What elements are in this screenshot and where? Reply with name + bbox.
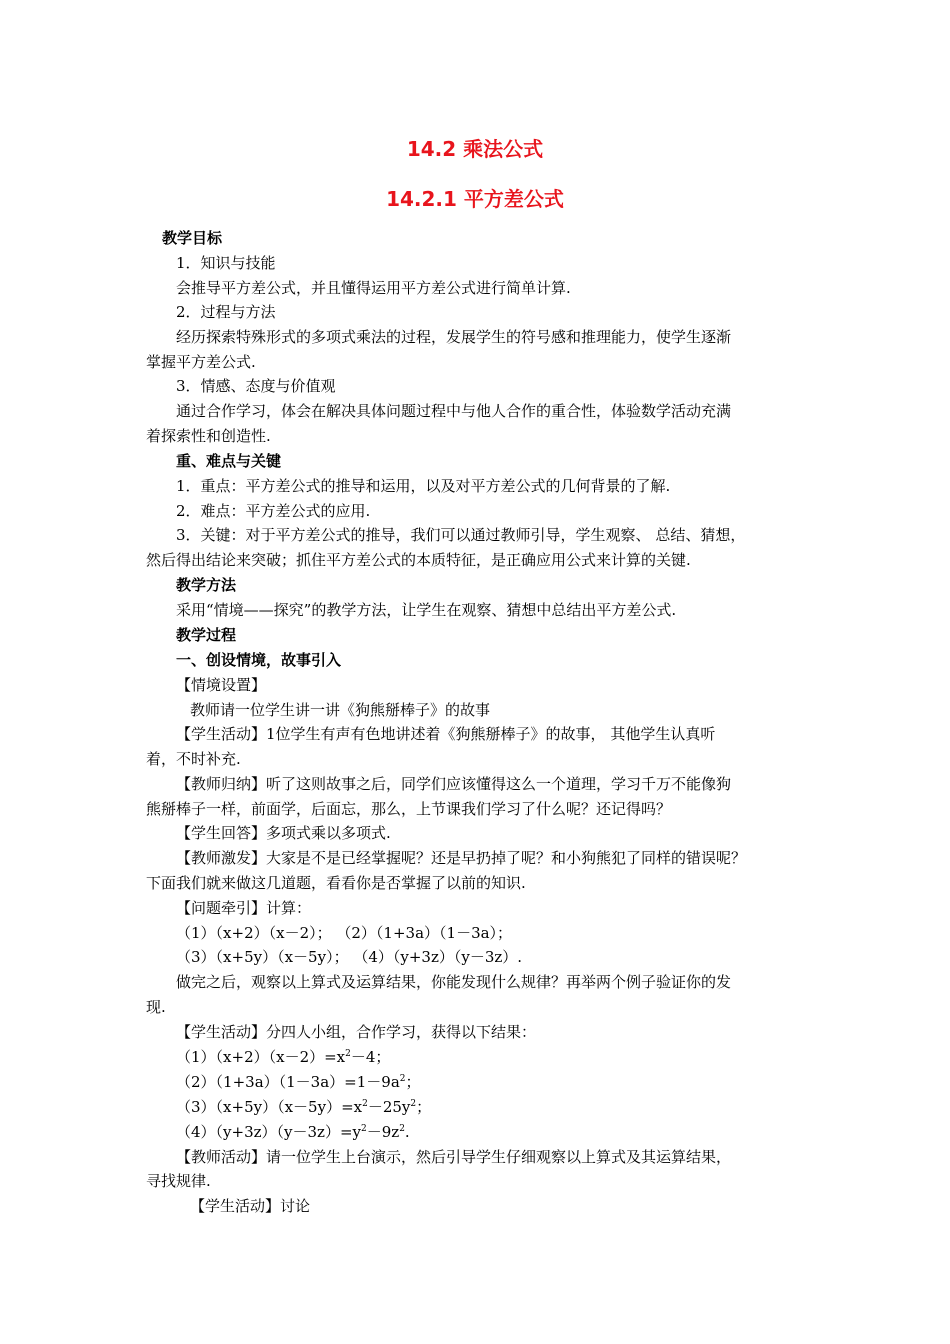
- problems-line1: （1）（x+2）（x－2）； （2）（1+3a）（1－3a）；: [176, 924, 513, 942]
- teacher-activity-line1: 【教师活动】请一位学生上台演示，然后引导学生仔细观察以上算式及其运算结果，: [176, 1148, 732, 1166]
- result-tail: ；: [416, 1098, 432, 1116]
- teacher-inspire-line2: 下面我们就来做这几道题，看看你是否掌握了以前的知识.: [146, 874, 526, 892]
- result-tail: －9z: [366, 1123, 400, 1141]
- goal-2-text-line1: 经历探索特殊形式的多项式乘法的过程，发展学生的符号感和推理能力，使学生逐渐: [176, 328, 732, 346]
- goal-1-text: 会推导平方差公式，并且懂得运用平方差公式进行简单计算.: [176, 279, 571, 297]
- after-line2: 现.: [146, 998, 166, 1016]
- student-activity-1-line2: 着，不时补充.: [146, 750, 241, 768]
- goal-1-label: 1．知识与技能: [176, 254, 276, 272]
- result-line: [176, 1047, 390, 1067]
- result-expression: （4）（y+3z）（y－3z）=y: [176, 1123, 361, 1141]
- exponent: 2: [345, 1049, 351, 1059]
- result-expression: （2）（1+3a）（1－3a）=1－9a: [176, 1073, 400, 1091]
- result-line: [176, 1072, 421, 1092]
- problems-line2: （3）（x+5y）（x－5y）； （4）（y+3z）（y－3z）.: [176, 948, 523, 966]
- exponent: 2: [362, 1099, 368, 1109]
- result-line: [176, 1122, 410, 1142]
- result-tail: －25y: [367, 1098, 411, 1116]
- goal-3-label: 3．情感、态度与价值观: [176, 377, 336, 395]
- student-answer: 【学生回答】多项式乘以多项式.: [176, 824, 391, 842]
- key-point-1: 1．重点：平方差公式的推导和运用，以及对平方差公式的几何背景的了解.: [176, 477, 671, 495]
- situation-label: 【情境设置】: [176, 676, 267, 694]
- after-line1: 做完之后，观察以上算式及运算结果，你能发现什么规律？再举两个例子验证你的发: [176, 973, 732, 991]
- teacher-summary-line1: 【教师归纳】听了这则故事之后，同学们应该懂得这么一个道理，学习千万不能像狗: [176, 775, 732, 793]
- key-point-3-line2: 然后得出结论来突破；抓住平方差公式的本质特征，是正确应用公式来计算的关键.: [146, 551, 691, 569]
- heading-teaching-goals: 教学目标: [162, 229, 223, 247]
- method-text: 采用“情境——探究”的教学方法，让学生在观察、猜想中总结出平方差公式.: [176, 601, 677, 619]
- result-expression: （1）（x+2）（x－2）=x: [176, 1048, 346, 1066]
- goal-2-label: 2．过程与方法: [176, 303, 276, 321]
- student-activity-2: 【学生活动】分四人小组，合作学习，获得以下结果：: [176, 1023, 537, 1041]
- document-title: 14.2 乘法公式: [406, 137, 544, 161]
- problem-intro: 【问题牵引】计算：: [176, 899, 312, 917]
- student-activity-1-line1: 【学生活动】1位学生有声有色地讲述着《狗熊掰棒子》的故事， 其他学生认真听: [176, 725, 716, 743]
- document-subtitle: 14.2.1 平方差公式: [386, 187, 564, 211]
- result-tail: ；: [405, 1073, 421, 1091]
- exponent: 2: [399, 1074, 406, 1084]
- section-1-heading: 一、创设情境，故事引入: [176, 651, 342, 669]
- goal-3-text-line1: 通过合作学习，体会在解决具体问题过程中与他人合作的重合性，体验数学活动充满: [176, 402, 732, 420]
- result-expression: （3）（x+5y）（x－5y）=x: [176, 1098, 363, 1116]
- exponent: 2: [361, 1124, 367, 1134]
- result-tail: .: [404, 1123, 410, 1141]
- key-point-3-line1: 3．关键：对于平方差公式的推导，我们可以通过教师引导，学生观察、 总结、猜想，: [176, 526, 746, 544]
- heading-process: 教学过程: [176, 626, 237, 644]
- heading-key-points: 重、难点与关键: [176, 452, 282, 470]
- exponent: 2: [399, 1124, 405, 1134]
- student-activity-3: 【学生活动】讨论: [190, 1197, 311, 1215]
- exponent: 2: [410, 1099, 417, 1109]
- key-point-2: 2．难点：平方差公式的应用.: [176, 502, 371, 520]
- teacher-inspire-line1: 【教师激发】大家是不是已经掌握呢？还是早扔掉了呢？和小狗熊犯了同样的错误呢？: [176, 849, 747, 867]
- goal-3-text-line2: 着探索性和创造性.: [146, 427, 271, 445]
- heading-method: 教学方法: [176, 576, 237, 594]
- situation-text: 教师请一位学生讲一讲《狗熊掰棒子》的故事: [190, 701, 491, 719]
- teacher-summary-line2: 熊掰棒子一样，前面学，后面忘，那么，上节课我们学习了什么呢？还记得吗？: [146, 800, 672, 818]
- result-line: [176, 1097, 431, 1117]
- result-tail: －4；: [350, 1048, 391, 1066]
- goal-2-text-line2: 掌握平方差公式.: [146, 353, 256, 371]
- teacher-activity-line2: 寻找规律.: [146, 1172, 211, 1190]
